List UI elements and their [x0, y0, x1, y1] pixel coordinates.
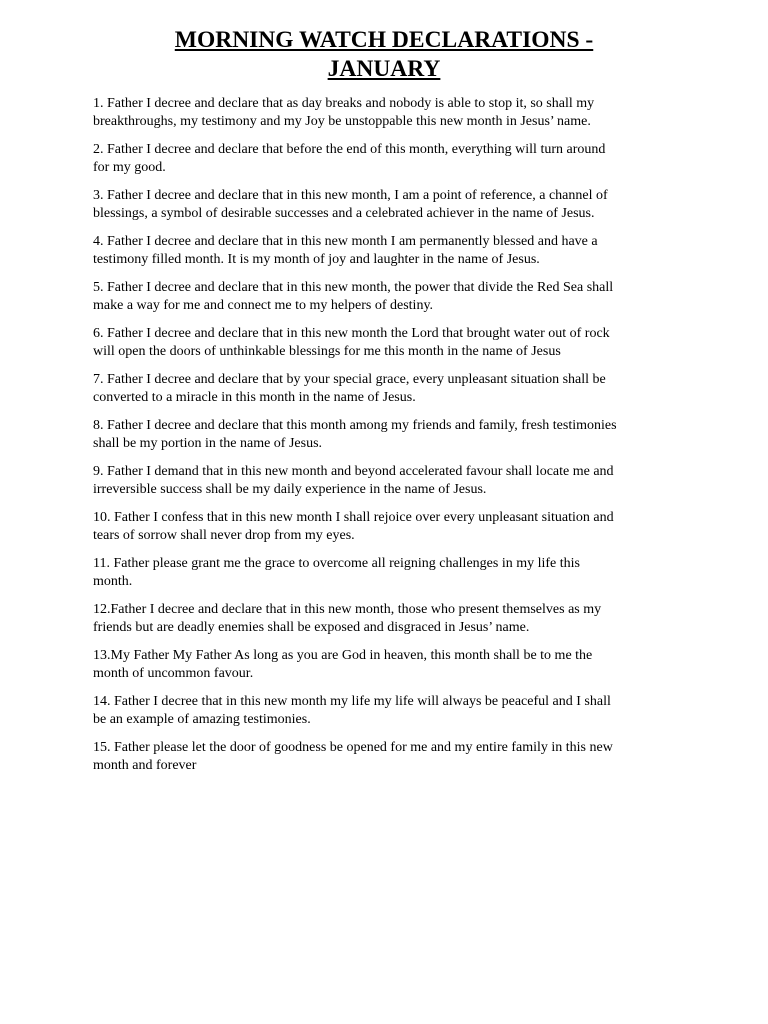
declaration-item-14 — [93, 693, 683, 729]
declaration-text-line: 9. Father I demand that in this new month and beyond accelerated favour shall locate me and — [93, 464, 614, 479]
declaration-item-4 — [93, 233, 683, 269]
declaration-text-line: 2. Father I decree and declare that before the end of this month, everything will turn around — [93, 142, 606, 157]
declaration-text-line: month. — [93, 574, 133, 589]
declaration-text-line: be an example of amazing testimonies. — [93, 712, 311, 727]
declaration-text-line: shall be my portion in the name of Jesus. — [93, 436, 323, 451]
declaration-text-line: 15. Father please let the door of goodness be opened for me and my entire family in this new — [93, 740, 613, 755]
declaration-item-5 — [93, 279, 683, 315]
declaration-text-line: 4. Father I decree and declare that in this new month I am permanently blessed and have a — [93, 234, 598, 249]
declaration-text-line: testimony filled month. It is my month of joy and laughter in the name of Jesus. — [93, 252, 540, 267]
declaration-text-line: 14. Father I decree that in this new month my life my life will always be peaceful and I shall — [93, 694, 611, 709]
declaration-item-13 — [93, 647, 683, 683]
declaration-text-line: 11. Father please grant me the grace to overcome all reigning challenges in my life this — [93, 556, 580, 571]
declaration-item-6 — [93, 325, 683, 361]
declaration-text-line: 13.My Father My Father As long as you are God in heaven, this month shall be to me the — [93, 648, 593, 663]
page-title-line-2: JANUARY — [327, 56, 441, 82]
declaration-item-9 — [93, 463, 683, 499]
declaration-text-line: will open the doors of unthinkable blessings for me this month in the name of Jesus — [93, 344, 561, 359]
declaration-text-line: 3. Father I decree and declare that in this new month, I am a point of reference, a channel of — [93, 188, 608, 203]
declaration-item-15 — [93, 739, 683, 775]
declaration-item-12 — [93, 601, 683, 637]
declaration-text-line: 7. Father I decree and declare that by your special grace, every unpleasant situation shall be — [93, 372, 606, 387]
declarations-list — [93, 95, 683, 785]
declaration-text-line: 1. Father I decree and declare that as day breaks and nobody is able to stop it, so shall my — [93, 96, 595, 111]
declaration-text-line: 8. Father I decree and declare that this month among my friends and family, fresh testimonies — [93, 418, 617, 433]
declaration-item-10 — [93, 509, 683, 545]
declaration-item-7 — [93, 371, 683, 407]
declaration-text-line: 10. Father I confess that in this new month I shall rejoice over every unpleasant situation and — [93, 510, 614, 525]
declaration-text-line: make a way for me and connect me to my helpers of destiny. — [93, 298, 434, 313]
declaration-text-line: month of uncommon favour. — [93, 666, 254, 681]
declaration-text-line: friends but are deadly enemies shall be exposed and disgraced in Jesus’ name. — [93, 620, 530, 635]
declaration-text-line: breakthroughs, my testimony and my Joy be unstoppable this new month in Jesus’ name. — [93, 114, 591, 129]
declaration-text-line: 12.Father I decree and declare that in this new month, those who present themselves as my — [93, 602, 602, 617]
page-title-line-1: MORNING WATCH DECLARATIONS - — [174, 27, 594, 53]
declaration-item-8 — [93, 417, 683, 453]
declaration-text-line: irreversible success shall be my daily experience in the name of Jesus. — [93, 482, 487, 497]
declaration-text-line: 6. Father I decree and declare that in this new month the Lord that brought water out of rock — [93, 326, 610, 341]
declaration-item-3 — [93, 187, 683, 223]
declaration-text-line: month and forever — [93, 758, 197, 773]
declaration-text-line: 5. Father I decree and declare that in this new month, the power that divide the Red Sea shall — [93, 280, 614, 295]
declaration-item-11 — [93, 555, 683, 591]
declaration-item-2 — [93, 141, 683, 177]
page-title — [60, 26, 708, 84]
declaration-text-line: tears of sorrow shall never drop from my eyes. — [93, 528, 355, 543]
declaration-item-1 — [93, 95, 683, 131]
declaration-text-line: for my good. — [93, 160, 166, 175]
declaration-text-line: converted to a miracle in this month in the name of Jesus. — [93, 390, 416, 405]
declaration-text-line: blessings, a symbol of desirable successes and a celebrated achiever in the name of Jesus. — [93, 206, 595, 221]
